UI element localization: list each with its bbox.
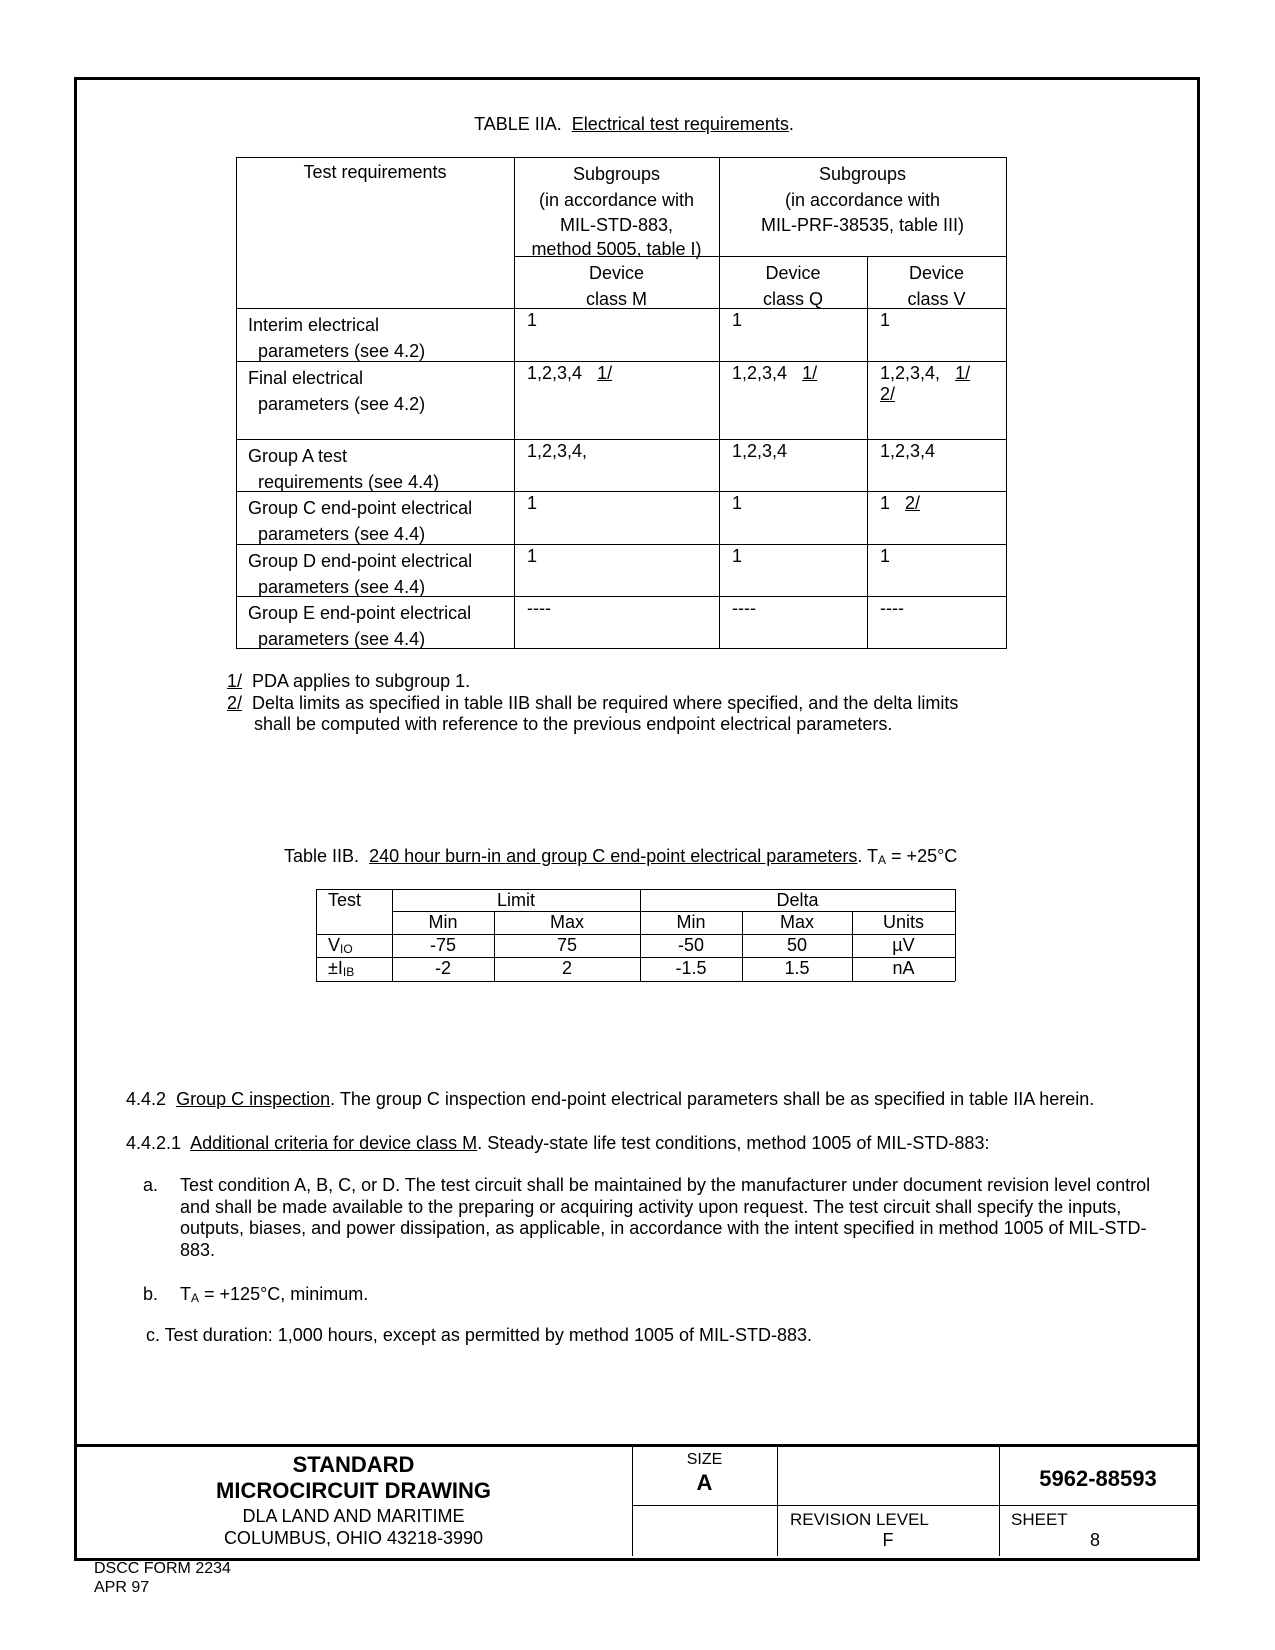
document-number: 5962-88593 xyxy=(1039,1466,1157,1491)
size-value: A xyxy=(696,1470,713,1495)
table-2a-title xyxy=(0,114,1268,135)
header-test: Test xyxy=(328,890,362,910)
cell-delta-max: 50 xyxy=(786,935,808,955)
cell-limit-min: -75 xyxy=(429,935,456,955)
cell-limit-max: 2 xyxy=(561,958,572,978)
form-id: DSCC FORM 2234 APR 97 xyxy=(94,1560,231,1596)
item-a-text: Test condition A, B, C, or D. The test circuit shall be maintained by the manufacturer under document revision level control and shall be made available to the preparing or acquiring activity upon request. The test circuit shall specify the inputs, outputs, biases, and power dissipation, as applicable, in accordance with the intent specified in method 1005 of MIL-STD-883. xyxy=(180,1175,1151,1260)
header-units: Units xyxy=(882,912,924,932)
cell-delta-min: -50 xyxy=(677,935,704,955)
header-subgroups-883: Subgroups (in accordance with MIL-STD-883, method 5005, table I) xyxy=(531,164,702,259)
cell-class-m: 1 xyxy=(527,493,538,513)
row-test-name: Group E end-point electrical parameters (see 4.4) xyxy=(248,603,472,649)
item-b-text: $T_A = +125^\circ C$, minimum. xyxy=(180,1284,369,1305)
footnote-1: 1/ PDA applies to subgroup 1. xyxy=(227,671,471,691)
footnote-2: 2/ Delta limits as specified in table IIB shall be required where specified, and the delta limits xyxy=(227,693,959,713)
title-suffix: . xyxy=(788,114,794,134)
item-b-label: b. xyxy=(143,1284,159,1304)
cell-delta-min: -1.5 xyxy=(675,958,707,978)
cell-class-m: 1 xyxy=(527,310,538,330)
title-prefix: TABLE IIA. xyxy=(474,114,562,134)
cell-class-q: 1 xyxy=(732,546,743,566)
row-test-name: Group C end-point electrical parameters (see 4.4) xyxy=(248,498,473,544)
table-2b-title: Table IIB. 240 hour burn-in and group C end-point electrical parameters. $T_A = +25^\circ C$ xyxy=(284,846,958,867)
cell-class-m: ---- xyxy=(527,598,551,618)
sheet-label: SHEET xyxy=(1011,1510,1068,1529)
header-limit-max: Max xyxy=(549,912,584,932)
item-a-label: a. xyxy=(143,1175,159,1195)
header-class-m: Device class M xyxy=(585,263,647,309)
header-limit: Limit xyxy=(496,890,535,910)
cell-class-m: 1 xyxy=(527,546,538,566)
cell-delta-max: 1.5 xyxy=(784,958,810,978)
cell-units: nA xyxy=(892,958,915,978)
title-text: Electrical test requirements xyxy=(571,114,789,134)
header-subgroups-38535: Subgroups (in accordance with MIL-PRF-38535, table III) xyxy=(760,164,965,235)
cell-class-v: 1,2,3,4, 1/ 2/ xyxy=(880,363,971,404)
cell-units: µV xyxy=(892,935,915,955)
cell-class-q: 1 xyxy=(732,310,743,330)
cell-class-q: 1,2,3,4 xyxy=(732,441,788,461)
cell-class-m: 1,2,3,4 1/ xyxy=(527,363,613,383)
cell-test: $V_{IO}$ xyxy=(328,935,353,956)
revision-value: F xyxy=(882,1530,894,1550)
item-c-text: c. Test duration: 1,000 hours, except as permitted by method 1005 of MIL-STD-883. xyxy=(146,1325,813,1345)
cell-class-q: 1 xyxy=(732,493,743,513)
cell-class-v: ---- xyxy=(880,598,904,618)
cell-class-v: 1,2,3,4 xyxy=(880,441,936,461)
header-test-requirements: Test requirements xyxy=(303,162,447,182)
header-delta-max: Max xyxy=(779,912,814,932)
header-limit-min: Min xyxy=(428,912,458,932)
header-delta: Delta xyxy=(776,890,819,910)
drawing-title: STANDARD MICROCIRCUIT DRAWING xyxy=(216,1452,491,1503)
row-test-name: Group A test requirements (see 4.4) xyxy=(248,446,440,492)
cell-test: $\pm I_{IB}$ xyxy=(328,958,355,979)
cell-class-v: 1 2/ xyxy=(880,493,921,513)
header-class-v: Device class V xyxy=(907,263,966,309)
paragraph-4-4-2: 4.4.2 Group C inspection. The group C inspection end-point electrical parameters shall be as specified in table IIA herein. xyxy=(126,1089,1095,1109)
revision-label: REVISION LEVEL xyxy=(790,1510,929,1529)
cell-limit-max: 75 xyxy=(556,935,578,955)
cell-class-q: ---- xyxy=(732,598,756,618)
size-label: SIZE xyxy=(686,1451,723,1468)
sheet-value: 8 xyxy=(1090,1530,1101,1550)
agency: DLA LAND AND MARITIME COLUMBUS, OHIO 43218-3990 xyxy=(223,1506,484,1548)
cell-class-m: 1,2,3,4, xyxy=(527,441,588,461)
footnote-2-cont: shall be computed with reference to the previous endpoint electrical parameters. xyxy=(254,714,893,734)
header-class-q: Device class Q xyxy=(762,263,823,309)
header-delta-min: Min xyxy=(676,912,706,932)
row-test-name: Final electrical parameters (see 4.2) xyxy=(248,368,426,414)
paragraph-4-4-2-1: 4.4.2.1 Additional criteria for device class M. Steady-state life test conditions, method 1005 of MIL-STD-883: xyxy=(126,1133,990,1153)
row-test-name: Group D end-point electrical parameters (see 4.4) xyxy=(248,551,473,597)
cell-limit-min: -2 xyxy=(434,958,451,978)
cell-class-v: 1 xyxy=(880,310,891,330)
cell-class-v: 1 xyxy=(880,546,891,566)
cell-class-q: 1,2,3,4 1/ xyxy=(732,363,818,383)
row-test-name: Interim electrical parameters (see 4.2) xyxy=(248,315,426,361)
